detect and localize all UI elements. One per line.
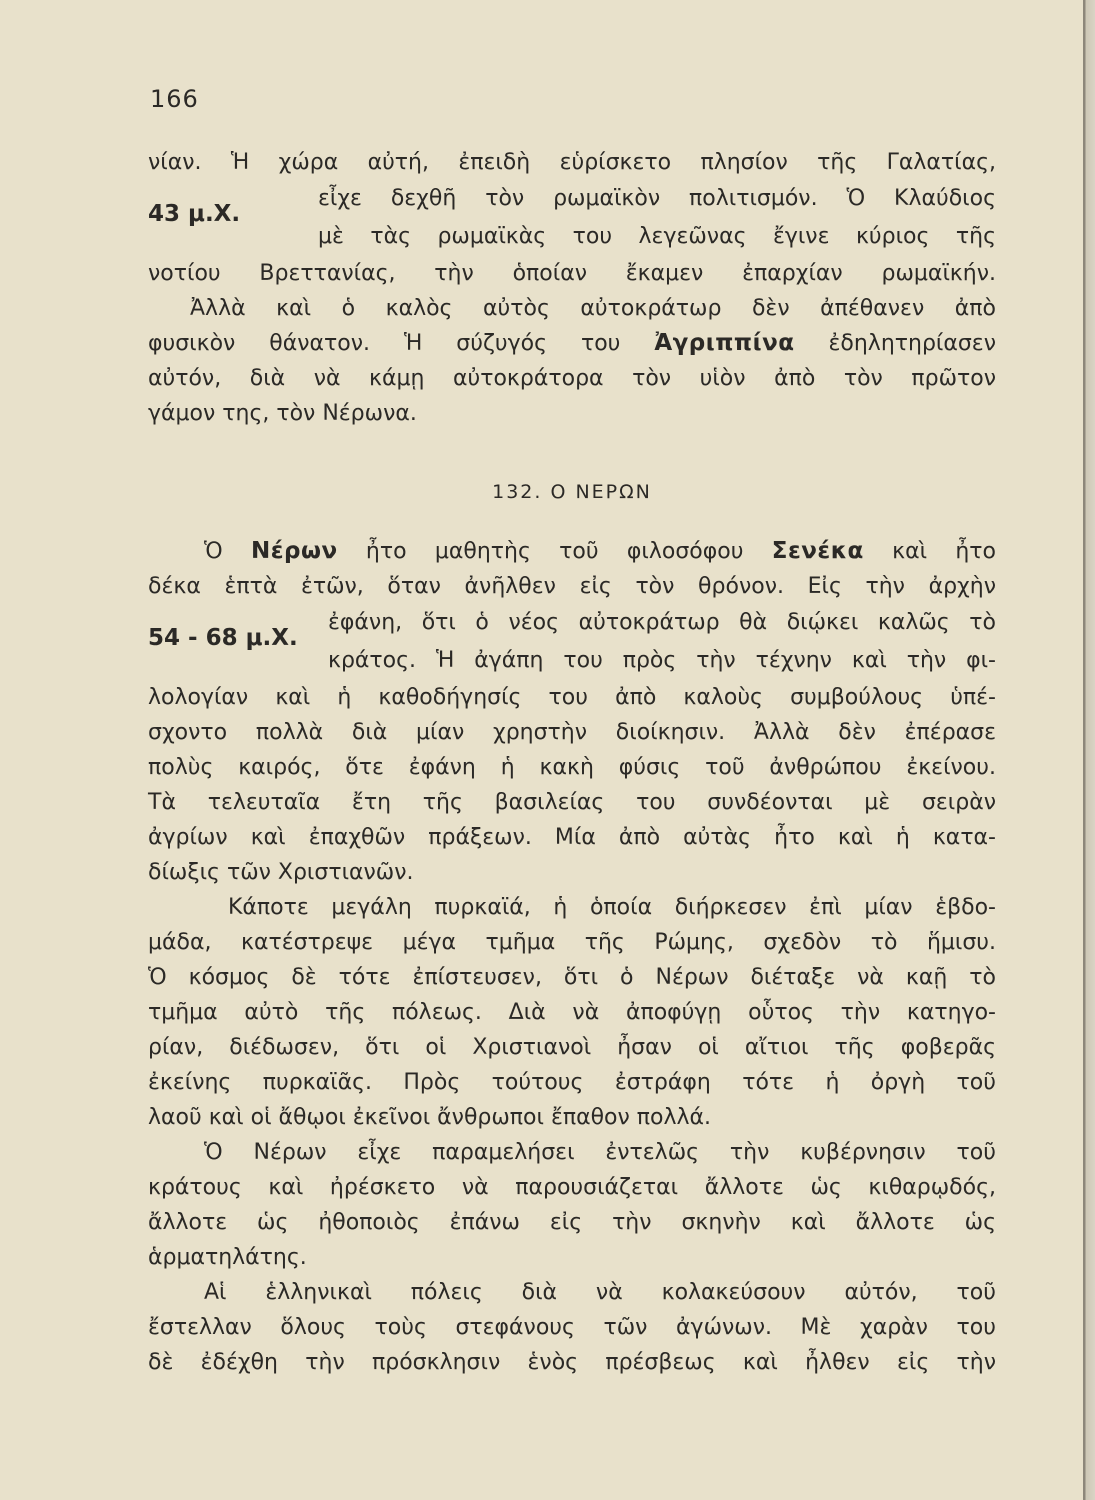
text-line: ἐφάνη, ὅτι ὁ νέος αὐτοκράτωρ θὰ διῴκει καλῶς τὸ — [328, 609, 996, 635]
text-line: ρίαν, διέδωσεν, ὅτι οἱ Χριστιανοὶ ἦσαν οἱ αἴτιοι τῆς φοβερᾶς — [148, 1034, 996, 1060]
margin-note — [148, 180, 318, 256]
text-line: τμῆμα αὐτὸ τῆς πόλεως. Διὰ νὰ ἀποφύγῃ οὗτος τὴν κατηγο- — [148, 999, 996, 1025]
note-group-lines — [318, 180, 996, 256]
emphasized-name: Νέρων — [250, 537, 338, 564]
margin-note-date: 43 μ.Χ. — [148, 201, 241, 227]
paragraph — [148, 1135, 996, 1275]
text-line: μάδα, κατέστρεψε μέγα τμῆμα τῆς Ρώμης, σχεδὸν τὸ ἥμισυ. — [148, 929, 996, 955]
text-run: Ὁ — [204, 538, 251, 564]
text-line: δὲ ἐδέχθη τὴν πρόσκλησιν ἑνὸς πρέσβεως καὶ ἦλθεν εἰς τὴν — [148, 1349, 996, 1375]
text-line: ἄλλοτε ὡς ἠθοποιὸς ἐπάνω εἰς τὴν σκηνὴν καὶ ἄλλοτε ὡς — [148, 1209, 996, 1235]
text-line: Ὁ Νέρων εἶχε παραμελήσει ἐντελῶς τὴν κυβέρνησιν τοῦ — [204, 1139, 996, 1165]
text-line: εἶχε δεχθῆ τὸν ρωμαϊκὸν πολιτισμόν. Ὁ Κλαύδιος — [318, 186, 996, 211]
text-run: ἐδηλητηρίασεν — [794, 331, 996, 356]
text-line: κράτους καὶ ἠρέσκετο νὰ παρουσιάζεται ἄλλοτε ὡς κιθαρῳδός, — [148, 1174, 996, 1200]
text-line: Αἱ ἑλληνικαὶ πόλεις διὰ νὰ κολακεύσουν αὐτόν, τοῦ — [204, 1279, 996, 1305]
text-line: Ἀλλὰ καὶ ὁ καλὸς αὐτὸς αὐτοκράτωρ δὲν ἀπέθανεν ἀπὸ — [190, 296, 996, 321]
text-line — [148, 534, 996, 569]
text-line: γάμον της, τὸν Νέρωνα. — [148, 401, 417, 426]
margin-note-date: 54 - 68 μ.Χ. — [148, 624, 298, 651]
text-line: νίαν. Ἡ χώρα αὐτή, ἐπειδὴ εὑρίσκετο πλησίον τῆς Γαλατίας, — [148, 150, 996, 175]
text-line: πολὺς καιρός, ὅτε ἐφάνη ἡ κακὴ φύσις τοῦ ἀνθρώπου ἐκείνου. — [148, 754, 996, 780]
emphasized-name: Σενέκα — [771, 537, 864, 564]
text-run: καὶ ἦτο — [863, 538, 997, 564]
text-run: ἦτο μαθητὴς τοῦ φιλοσόφου — [337, 538, 772, 564]
text-line: Ὁ κόσμος δὲ τότε ἐπίστευσεν, ὅτι ὁ Νέρων διέταξε νὰ καῇ τὸ — [148, 964, 996, 990]
section-heading: 132. Ο ΝΕΡΩΝ — [492, 480, 652, 503]
paragraph — [148, 291, 996, 431]
text-line: Κάποτε μεγάλη πυρκαϊά, ἡ ὁποία διήρκεσεν ἐπὶ μίαν ἑβδο- — [228, 894, 996, 920]
page-number: 166 — [150, 85, 199, 113]
text-line: ἁρματηλάτης. — [148, 1244, 307, 1270]
text-line: Τὰ τελευταῖα ἔτη τῆς βασιλείας του συνδέονται μὲ σειρὰν — [148, 789, 996, 815]
text-line: αὐτόν, διὰ νὰ κάμῃ αὐτοκράτορα τὸν υἱὸν ἀπὸ τὸν πρῶτον — [148, 366, 996, 391]
text-line: κράτος. Ἡ ἀγάπη του πρὸς τὴν τέχνην καὶ τὴν φι- — [328, 647, 996, 673]
margin-note — [148, 604, 328, 680]
text-line: ἔστελλαν ὅλους τοὺς στεφάνους τῶν ἀγώνων. Μὲ χαρὰν του — [148, 1314, 996, 1340]
text-line: λολογίαν καὶ ἡ καθοδήγησίς του ἀπὸ καλοὺς συμβούλους ὑπέ- — [148, 684, 996, 710]
text-line: λαοῦ καὶ οἱ ἄθῳοι ἐκεῖνοι ἄνθρωποι ἔπαθον πολλά. — [148, 1104, 712, 1130]
text-line: δέκα ἑπτὰ ἐτῶν, ὅταν ἀνῆλθεν εἰς τὸν θρόνον. Εἰς τὴν ἀρχὴν — [148, 573, 996, 599]
text-run: φυσικὸν θάνατον. Ἡ σύζυγός του — [148, 331, 655, 356]
page-binding-edge — [1083, 0, 1095, 1500]
note-group-lines — [328, 604, 996, 680]
text-line: ἀγρίων καὶ ἐπαχθῶν πράξεων. Μία ἀπὸ αὐτὰς ἦτο καὶ ἡ κατα- — [148, 824, 996, 850]
emphasized-name: Ἀγριππίνα — [654, 330, 795, 356]
text-body — [148, 145, 996, 1380]
paragraph — [148, 890, 996, 1135]
paragraph — [148, 1275, 996, 1380]
text-line: μὲ τὰς ρωμαϊκὰς του λεγεῶνας ἔγινε κύριος τῆς — [318, 224, 996, 249]
margin-note-group — [148, 604, 996, 680]
paragraph — [148, 534, 996, 890]
text-line: σχοντο πολλὰ διὰ μίαν χρηστὴν διοίκησιν. Ἀλλὰ δὲν ἐπέρασε — [148, 719, 996, 745]
margin-note-group — [148, 180, 996, 256]
text-line: νοτίου Βρεττανίας, τὴν ὁποίαν ἔκαμεν ἐπαρχίαν ρωμαϊκήν. — [148, 261, 996, 286]
text-line — [148, 326, 996, 361]
text-line: ἐκείνης πυρκαϊᾶς. Πρὸς τούτους ἐστράφη τότε ἡ ὀργὴ τοῦ — [148, 1069, 996, 1095]
text-line: δίωξις τῶν Χριστιανῶν. — [148, 859, 414, 885]
paragraph-continued — [148, 145, 996, 291]
